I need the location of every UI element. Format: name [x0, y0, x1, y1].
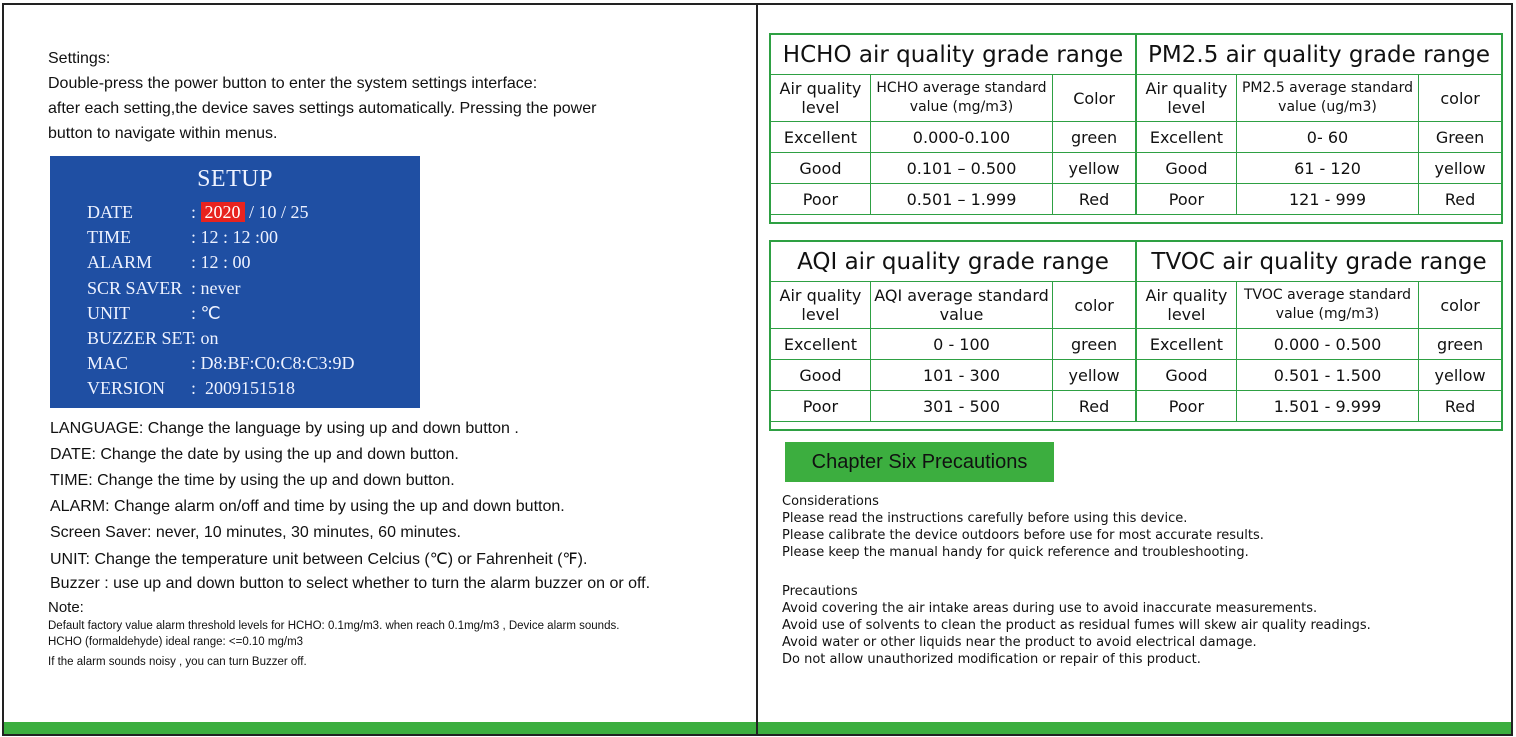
precautions-line: Avoid water or other liquids near the product to avoid electrical damage. [782, 635, 1257, 650]
aqi-table [770, 241, 1136, 422]
chapter-title-banner: Chapter Six Precautions [785, 442, 1054, 482]
table-row: Excellent 0 - 100 green [771, 329, 1136, 360]
col-header: AQI average standard value [870, 282, 1052, 329]
table-row: Good 0.501 - 1.500 yellow [1137, 360, 1502, 391]
col-header: HCHO average standard value (mg/m3) [870, 75, 1052, 122]
considerations-line: Please calibrate the device outdoors before use for most accurate results. [782, 528, 1264, 543]
setup-row-alarm: ALARM : 12 : 00 [87, 252, 251, 272]
table-row: Poor 1.501 - 9.999 Red [1137, 391, 1502, 422]
pm25-table-title: PM2.5 air quality grade range [1137, 35, 1502, 75]
setup-title: SETUP [197, 166, 273, 192]
considerations-line: Please read the instructions carefully before using this device. [782, 511, 1188, 526]
settings-intro [48, 46, 728, 146]
settings-line: after each setting,the device saves settings automatically. Pressing the power [48, 100, 597, 117]
table-row: Poor 121 - 999 Red [1137, 184, 1502, 215]
col-header: Air quality level [771, 75, 871, 122]
column-divider [756, 3, 758, 736]
col-header: color [1053, 282, 1136, 329]
tvoc-table-title: TVOC air quality grade range [1137, 242, 1502, 282]
setup-row-mac: MAC : D8:BF:C0:C8:C3:9D [87, 353, 355, 373]
col-header: color [1419, 75, 1502, 122]
setup-row-time: TIME : 12 : 12 :00 [87, 227, 279, 247]
setup-row-date: DATE : 2020 / 10 / 25 [87, 202, 309, 222]
col-header: TVOC average standard value (mg/m3) [1236, 282, 1418, 329]
col-header: color [1419, 282, 1502, 329]
footer-bar-left [4, 722, 756, 734]
tvoc-table [1136, 241, 1502, 422]
considerations-block [782, 493, 1264, 561]
precautions-line: Avoid covering the air intake areas during use to avoid inaccurate measurements. [782, 601, 1318, 616]
col-header: Color [1053, 75, 1136, 122]
table-row: Excellent 0- 60 Green [1137, 122, 1502, 153]
help-line-screen-saver: Screen Saver: never, 10 minutes, 30 minutes, 60 minutes. [50, 524, 461, 541]
note-label: Note: [48, 599, 84, 616]
considerations-line: Please keep the manual handy for quick reference and troubleshooting. [782, 545, 1249, 560]
setup-row-unit: UNIT : ℃ [87, 303, 221, 323]
note-line: Default factory value alarm threshold levels for HCHO: 0.1mg/m3. when reach 0.1mg/m3 , Device alarm sounds. [48, 620, 620, 632]
precautions-block [782, 583, 1371, 668]
settings-heading: Settings: [48, 50, 111, 67]
help-line-unit: UNIT: Change the temperature unit between Celcius (℃) or Fahrenheit (℉). [50, 551, 588, 568]
table-row: Good 0.101 – 0.500 yellow [771, 153, 1136, 184]
table-row: Excellent 0.000-0.100 green [771, 122, 1136, 153]
table-row: Poor 0.501 – 1.999 Red [771, 184, 1136, 215]
date-year-highlight: 2020 [201, 202, 245, 222]
col-header: Air quality level [1137, 75, 1237, 122]
help-line-time: TIME: Change the time by using the up and down button. [50, 472, 455, 489]
footer-bar-right [758, 722, 1511, 734]
precautions-line: Avoid use of solvents to clean the product as residual fumes will skew air quality readings. [782, 618, 1371, 633]
aqi-table-title: AQI air quality grade range [771, 242, 1136, 282]
col-header: Air quality level [771, 282, 871, 329]
help-line-alarm: ALARM: Change alarm on/off and time by using the up and down button. [50, 498, 565, 515]
table-row: Good 101 - 300 yellow [771, 360, 1136, 391]
note-line: If the alarm sounds noisy , you can turn Buzzer off. [48, 656, 307, 668]
help-line-language: LANGUAGE: Change the language by using up and down button . [50, 420, 519, 437]
considerations-heading: Considerations [782, 494, 879, 509]
settings-line: Double-press the power button to enter the system settings interface: [48, 75, 538, 92]
table-row: Poor 301 - 500 Red [771, 391, 1136, 422]
note-line: HCHO (formaldehyde) ideal range: <=0.10 mg/m3 [48, 636, 304, 648]
table-row: Excellent 0.000 - 0.500 green [1137, 329, 1502, 360]
table-row: Good 61 - 120 yellow [1137, 153, 1502, 184]
hcho-table [770, 34, 1136, 215]
setup-row-version: VERSION : 2009151518 [87, 378, 296, 398]
setup-screen [50, 156, 420, 408]
setup-row-scr-saver: SCR SAVER : never [87, 278, 241, 298]
settings-line: button to navigate within menus. [48, 125, 278, 142]
help-line-date: DATE: Change the date by using the up and down button. [50, 446, 459, 463]
hcho-table-title: HCHO air quality grade range [771, 35, 1136, 75]
precautions-heading: Precautions [782, 584, 858, 599]
help-line-buzzer: Buzzer : use up and down button to select whether to turn the alarm buzzer on or off. [50, 575, 651, 592]
col-header: PM2.5 average standard value (ug/m3) [1236, 75, 1418, 122]
pm25-table [1136, 34, 1502, 215]
setup-row-buzzer: BUZZER SET: on [87, 328, 219, 348]
col-header: Air quality level [1137, 282, 1237, 329]
precautions-line: Do not allow unauthorized modification or repair of this product. [782, 652, 1201, 667]
